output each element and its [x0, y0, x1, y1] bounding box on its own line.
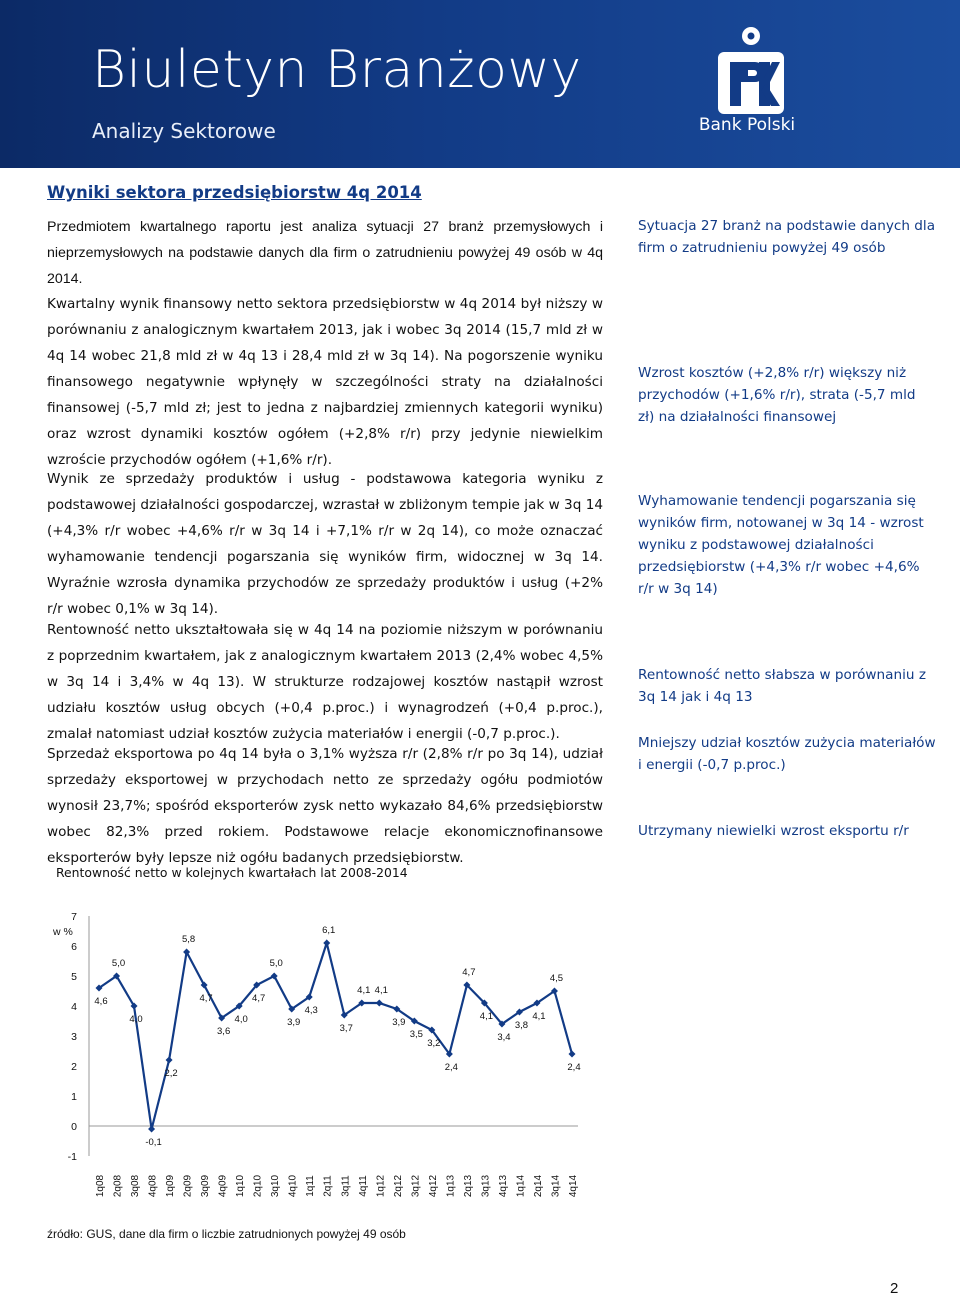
x-tick-label: 3q12	[410, 1174, 422, 1198]
financial-result-paragraph: Kwartalny wynik finansowy netto sektora przedsiębiorstw w 4q 2014 był niższy w porównaniu z analogicznym kwartałem 2013, jak i wobec 3q 2014 (15,7 mld zł w 4q 14 wobec 21,8 mld zł w 4q 13 i 28,4 mld zł w 3q 14). Na pogorszenie wyniku finansowego negatywnie wpłynęły w szczególności straty na działalności finansowej (-5,7 mld zł; jest to jedna z najbardziej zmiennych kategorii wyniku) oraz wzrost dynamiki kosztów ogółem (+2,8% r/r) przy jedynie niewielkim wzroście przychodów ogółem (+1,6% r/r).	[47, 296, 603, 468]
x-tick-label: 1q08	[95, 1174, 106, 1198]
source-note: źródło: GUS, dane dla firm o liczbie zatrudnionych powyżej 49 osób	[47, 1227, 406, 1241]
data-label: 4,7	[252, 993, 266, 1004]
page-number: 2	[890, 1280, 899, 1297]
sidebar-note-slowdown: Wyhamowanie tendencji pogarszania się wyników firm, notowanej w 3q 14 - wzrost wyniku z podstawowej działalności przedsiębiorstw (+4,3% r/r wobec +4,6% r/r w 3q 14)	[638, 493, 924, 597]
data-point	[376, 1000, 383, 1007]
x-tick-label: 2q08	[112, 1174, 124, 1198]
data-label: 3,9	[287, 1017, 301, 1028]
x-tick-label: 4q11	[357, 1175, 369, 1197]
profitability-paragraph: Rentowność netto ukształtowała się w 4q 14 na poziomie niższym w porównaniu z poprzednim kwartałem, jak z analogicznym kwartałem 2013 (2,4% wobec 4,5% w 3q 14 i 3,4% w 4q 13). W strukturze rodzajowej kosztów nastąpił wzrost udziału kosztów usług obcych (+0,4 p.proc.) i wynagrodzeń (+0,4 p.proc.), zmalał natomiast udział kosztów zużycia materiałów i energii (-0,7 p.proc.).	[47, 622, 603, 742]
x-tick-label: 2q11	[322, 1175, 334, 1197]
data-label: 4,1	[532, 1011, 546, 1022]
y-tick-label: 3	[71, 1031, 77, 1043]
x-tick-label: 4q14	[568, 1174, 579, 1198]
y-tick-label: 5	[71, 971, 77, 983]
x-tick-label: 4q13	[497, 1174, 509, 1198]
data-label: 5,0	[111, 958, 126, 969]
data-label: 3,8	[514, 1020, 529, 1031]
x-tick-label: 3q14	[550, 1174, 562, 1198]
x-tick-label: 4q09	[217, 1174, 229, 1198]
data-label: 4,7	[462, 967, 476, 978]
data-label: -0,1	[145, 1137, 162, 1148]
x-tick-label: 4q12	[427, 1174, 439, 1198]
data-point	[569, 1051, 576, 1058]
y-tick-label: 4	[71, 1001, 77, 1013]
data-label: 3,9	[392, 1017, 406, 1028]
data-label: 3,6	[217, 1026, 231, 1037]
x-tick-label: 2q12	[392, 1174, 404, 1198]
x-tick-label: 4q10	[287, 1174, 299, 1198]
data-label: 5,0	[269, 958, 283, 969]
x-tick-label: 3q09	[200, 1174, 212, 1198]
sidebar-note-materials: Mniejszy udział kosztów zużycia materiałów i energii (-0,7 p.proc.)	[638, 735, 936, 773]
y-tick-label: 2	[71, 1061, 77, 1073]
data-label: 2,2	[164, 1068, 178, 1079]
section-title: Wyniki sektora przedsiębiorstw 4q 2014	[47, 183, 422, 202]
x-tick-label: 3q08	[130, 1174, 142, 1198]
x-tick-label: 3q10	[270, 1174, 282, 1198]
data-label: 4,3	[304, 1005, 318, 1016]
data-label: 4,1	[374, 985, 388, 996]
x-tick-label: 4q08	[147, 1174, 159, 1198]
y-tick-label: -1	[67, 1151, 77, 1163]
data-point	[148, 1126, 155, 1133]
data-point	[323, 940, 330, 947]
data-label: 4,0	[234, 1014, 248, 1025]
data-label: 5,8	[181, 934, 196, 945]
data-label: 4,1	[357, 985, 371, 996]
data-label: 3,4	[497, 1032, 511, 1043]
data-label: 3,5	[409, 1029, 423, 1040]
x-tick-label: 1q14	[515, 1174, 527, 1198]
data-point	[166, 1057, 173, 1064]
bulletin-subtitle: Analizy Sektorowe	[92, 119, 276, 143]
bank-polski-label: Bank Polski	[698, 115, 796, 135]
bulletin-title: Biuletyn Branżowy	[92, 40, 582, 100]
header-banner	[0, 0, 960, 168]
profitability-line-chart	[40, 900, 600, 1200]
data-label: 4,5	[549, 973, 564, 984]
sidebar-note-profitability: Rentowność netto słabsza w porównaniu z 3q 14 jak i 4q 13	[638, 667, 926, 705]
x-tick-label: 3q11	[340, 1175, 352, 1197]
y-tick-label: 0	[71, 1121, 77, 1133]
x-tick-label: 2q10	[252, 1174, 264, 1198]
chart-caption: Rentowność netto w kolejnych kwartałach lat 2008-2014	[56, 865, 408, 880]
y-tick-label: 7	[71, 911, 77, 923]
intro-paragraph: Przedmiotem kwartalnego raportu jest analiza sytuacji 27 branż przemysłowych i nieprzemysłowych na podstawie danych dla firm o zatrudnieniu powyżej 49 osób w 4q 2014.	[47, 219, 603, 287]
x-tick-label: 1q13	[445, 1174, 457, 1198]
data-label: 2,4	[567, 1062, 581, 1073]
data-label: 4,0	[129, 1014, 143, 1025]
x-tick-label: 2q14	[532, 1174, 544, 1198]
data-label: 3,2	[427, 1038, 441, 1049]
data-label: 4,1	[479, 1011, 494, 1022]
x-tick-label: 1q11	[305, 1175, 317, 1197]
x-tick-label: 1q12	[375, 1174, 387, 1198]
data-label: 6,1	[322, 925, 336, 936]
data-label: 2,4	[444, 1062, 458, 1073]
sales-result-paragraph: Wynik ze sprzedaży produktów i usług - podstawowa kategoria wyniku z podstawowej działalności gospodarczej, wzrastał w zbliżonym tempie jak w 3q 14 (+4,3% r/r wobec +4,6% r/r w 3q 14 i +7,1% r/r w 2q 14), co może oznaczać wyhamowanie tendencji pogarszania się wyników firm, widocznej w 3q 14. Wyraźnie wzrosła dynamika przychodów ze sprzedaży produktów i usług (+2% r/r wobec 0,1% w 3q 14).	[47, 471, 603, 617]
x-tick-label: 1q09	[165, 1174, 177, 1198]
y-tick-label: 6	[71, 941, 77, 953]
x-tick-label: 3q13	[480, 1174, 492, 1198]
sidebar-note-costs: Wzrost kosztów (+2,8% r/r) większy niż przychodów (+1,6% r/r), strata (-5,7 mld zł) na działalności finansowej	[638, 365, 916, 425]
export-paragraph: Sprzedaż eksportowa po 4q 14 była o 3,1% wyższa r/r (2,8% r/r po 3q 14), udział sprzedaży eksportowej w przychodach netto ze sprzedaży ogółu podmiotów wynosił 23,7%; spośród eksporterów zysk netto wykazało 84,6% przedsiębiorstw wobec 82,3% przed rokiem. Podstawowe relacje ekonomicznofinansowe eksporterów były lepsze niż ogółu badanych przedsiębiorstw.	[47, 746, 603, 866]
data-label: 3,7	[339, 1023, 353, 1034]
y-tick-label: 1	[71, 1091, 77, 1103]
sidebar-note-branches: Sytuacja 27 branż na podstawie danych dla firm o zatrudnieniu powyżej 49 osób	[638, 218, 936, 256]
data-label: 4,6	[94, 996, 108, 1007]
data-label: 4,7	[199, 993, 213, 1004]
x-tick-label: 2q09	[182, 1174, 194, 1198]
x-tick-label: 1q10	[235, 1174, 247, 1198]
x-tick-label: 2q13	[462, 1174, 474, 1198]
y-axis-label: w %	[53, 926, 73, 938]
sidebar-note-export: Utrzymany niewielki wzrost eksportu r/r	[638, 823, 909, 839]
